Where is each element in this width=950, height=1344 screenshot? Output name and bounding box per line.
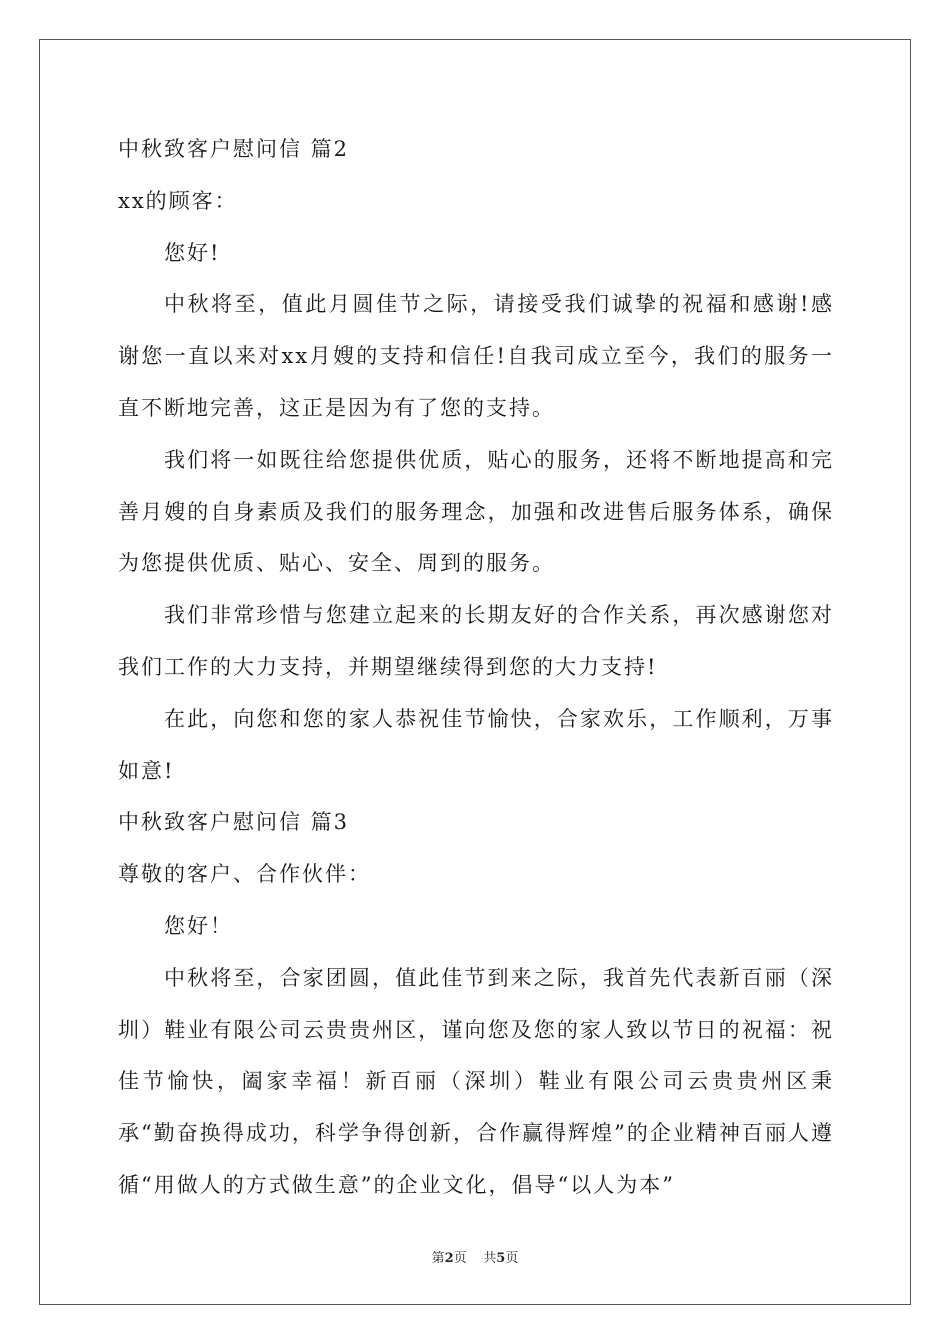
document-body bbox=[118, 124, 834, 1212]
page-footer bbox=[0, 1247, 950, 1266]
page-number: 2 bbox=[444, 1251, 454, 1266]
page-suffix: 页 bbox=[453, 1251, 467, 1266]
salutation: xx的顾客： bbox=[118, 188, 238, 213]
body-paragraph: 中秋将至，值此月圆佳节之际，请接受我们诚挚的祝福和感谢!感谢您一直以来对xx月嫂的支持和信任!自我司成立至今，我们的服务一直不断地完善，这正是因为有了您的支持。 bbox=[118, 292, 834, 420]
body-paragraph: 中秋将至，合家团圆，值此佳节到来之际，我首先代表新百丽（深圳）鞋业有限公司云贵贵州区，谨向您及您的家人致以节日的祝福：祝佳节愉快，阖家幸福！新百丽（深圳）鞋业有限公司云贵贵州区秉承“勤奋换得成功，科学争得创新，合作赢得辉煌”的企业精神百丽人遵循“用做人的方式做生意”的企业文化，倡导“以人为本” bbox=[118, 965, 834, 1197]
total-suffix: 页 bbox=[505, 1251, 519, 1266]
page-prefix: 第 bbox=[431, 1251, 445, 1266]
body-paragraph: 我们将一如既往给您提供优质，贴心的服务，还将不断地提高和完善月嫂的自身素质及我们的服务理念，加强和改进售后服务体系，确保为您提供优质、贴心、安全、周到的服务。 bbox=[118, 447, 834, 576]
section-heading-2: 中秋致客户慰问信 篇2 bbox=[118, 137, 350, 161]
section-heading-3: 中秋致客户慰问信 篇3 bbox=[118, 810, 350, 835]
closing-paragraph: 在此，向您和您的家人恭祝佳节愉快，合家欢乐，工作顺利，万事如意! bbox=[118, 706, 834, 783]
total-prefix: 共 bbox=[483, 1251, 497, 1266]
greeting: 您好! bbox=[164, 240, 221, 265]
total-pages: 5 bbox=[496, 1251, 506, 1266]
salutation: 尊敬的客户、合作伙伴： bbox=[118, 862, 371, 887]
greeting: 您好！ bbox=[164, 913, 233, 938]
body-paragraph: 我们非常珍惜与您建立起来的长期友好的合作关系，再次感谢您对我们工作的大力支持，并期望继续得到您的大力支持! bbox=[118, 603, 834, 679]
